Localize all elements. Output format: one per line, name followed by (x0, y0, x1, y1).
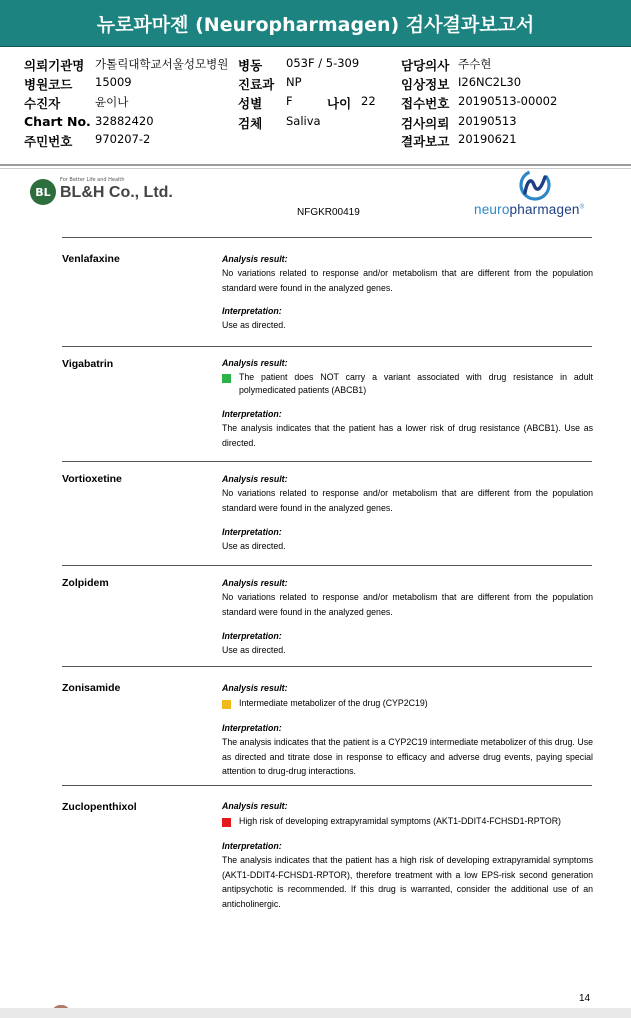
ward-value: 053F / 5-309 (286, 56, 360, 70)
blh-logo (30, 177, 173, 207)
analysis-text-vigabatrin: The patient does NOT carry a variant associated with drug resistance in adult polymedicated patients (ABCB1) (239, 372, 593, 395)
interpretation-text-zuclopenthixol: The analysis indicates that the patient has a high risk of developing extrapyramidal symptoms (AKT1-DDIT4-FCHSD1-RPTOR), therefore treatment with a low EPS-risk second generation antipsychotic is recommended. If this drug is warranted, consider the additional use of an anticholinergic. (222, 855, 593, 909)
analysis-heading: Analysis result: (222, 578, 288, 588)
hospital-code-value: 15009 (95, 75, 132, 89)
patient-info (0, 56, 631, 164)
report-date-value: 20190621 (458, 132, 517, 146)
chart-value: 32882420 (95, 114, 154, 128)
brand-part-neuro: neuro (474, 202, 510, 217)
report-date-label: 결과보고 (401, 134, 450, 149)
request-date-label: 검사의뢰 (401, 116, 450, 131)
analysis-text-zolpidem: No variations related to response and/or metabolism that are different from the population standard were found in the analyzed genes. (222, 592, 593, 617)
info-row-5 (0, 132, 631, 150)
patient-label: 수진자 (24, 96, 61, 111)
request-date-value: 20190513 (458, 114, 517, 128)
drug-name-vortioxetine: Vortioxetine (62, 473, 122, 485)
company-name: BL&H Co., Ltd. (60, 184, 173, 201)
patient-value: 윤이나 (95, 95, 129, 109)
receipt-label: 접수번호 (401, 96, 450, 111)
institution-label: 의뢰기관명 (24, 58, 85, 73)
institution-value: 가톨릭대학교서울성모병원 (95, 57, 229, 71)
red-status-icon (222, 818, 231, 827)
section-divider (62, 565, 592, 566)
interpretation-heading: Interpretation: (222, 409, 282, 419)
report-title: 뉴로파마젠 (Neuropharmagen) 검사결과보고서 (0, 0, 631, 47)
analysis-heading: Analysis result: (222, 801, 288, 811)
section-divider (62, 666, 592, 667)
brand-registered-mark: ® (579, 204, 585, 211)
info-row-3 (0, 94, 631, 112)
brand-wordmark (474, 202, 584, 217)
drug-name-venlafaxine: Venlafaxine (62, 253, 120, 265)
sex-label: 성별 (238, 96, 263, 111)
ward-label: 병동 (238, 58, 263, 73)
specimen-value: Saliva (286, 114, 321, 128)
analysis-text-venlafaxine: No variations related to response and/or metabolism that are different from the population standard were found in the analyzed genes. (222, 268, 593, 293)
age-value: 22 (361, 94, 376, 108)
info-row-1 (0, 56, 631, 74)
drug-name-zonisamide: Zonisamide (62, 682, 121, 694)
chart-label: Chart No. (24, 114, 91, 129)
hospital-code-label: 병원코드 (24, 77, 73, 92)
analysis-text-vortioxetine: No variations related to response and/or metabolism that are different from the population standard were found in the analyzed genes. (222, 488, 593, 513)
drug-name-vigabatrin: Vigabatrin (62, 358, 114, 370)
interpretation-text-vortioxetine: Use as directed. (222, 541, 286, 551)
bottom-margin-strip (0, 1008, 631, 1018)
section-divider (62, 237, 592, 238)
id-label: 주민번호 (24, 134, 73, 149)
report-page (0, 168, 631, 1008)
specimen-label: 검체 (238, 116, 263, 131)
report-code: NFGKR00419 (297, 207, 360, 218)
age-label: 나이 (327, 96, 352, 111)
clinical-label: 임상정보 (401, 77, 450, 92)
company-tagline: For Better Life and Health (60, 177, 125, 183)
analysis-heading: Analysis result: (222, 683, 288, 693)
clinical-value: I26NC2L30 (458, 75, 522, 89)
page-number: 14 (579, 993, 591, 1004)
analysis-heading: Analysis result: (222, 254, 288, 264)
doctor-value: 주수현 (458, 57, 492, 71)
interpretation-heading: Interpretation: (222, 723, 282, 733)
receipt-value: 20190513-00002 (458, 94, 558, 108)
info-row-2 (0, 75, 631, 93)
analysis-heading: Analysis result: (222, 474, 288, 484)
section-divider (62, 461, 592, 462)
sex-value: F (286, 94, 293, 108)
interpretation-text-venlafaxine: Use as directed. (222, 320, 286, 330)
section-divider (62, 785, 592, 786)
department-label: 진료과 (238, 77, 275, 92)
interpretation-heading: Interpretation: (222, 631, 282, 641)
neuropharmagen-logo-icon (470, 169, 605, 203)
blh-logo-icon: BL (30, 179, 56, 205)
department-value: NP (286, 75, 302, 89)
interpretation-heading: Interpretation: (222, 841, 282, 851)
analysis-heading: Analysis result: (222, 358, 288, 368)
interpretation-text-vigabatrin: The analysis indicates that the patient has a lower risk of drug resistance (ABCB1). Use as directed. (222, 423, 593, 448)
green-status-icon (222, 374, 231, 383)
header-divider (0, 164, 631, 166)
brand-part-pharmagen: pharmagen (509, 202, 580, 217)
analysis-text-zuclopenthixol: High risk of developing extrapyramidal symptoms (AKT1-DDIT4-FCHSD1-RPTOR) (239, 816, 561, 826)
interpretation-text-zolpidem: Use as directed. (222, 645, 286, 655)
drug-name-zolpidem: Zolpidem (62, 577, 109, 589)
interpretation-text-zonisamide: The analysis indicates that the patient is a CYP2C19 intermediate metabolizer of this drug. Use as directed and titrate dose in response to efficacy and adverse drug events, paying special attention to drug-drug interactions. (222, 737, 593, 776)
doctor-label: 담당의사 (401, 58, 450, 73)
neuropharmagen-logo (470, 169, 605, 221)
yellow-status-icon (222, 700, 231, 709)
section-divider (62, 346, 592, 347)
id-value: 970207-2 (95, 132, 151, 146)
info-row-4 (0, 114, 631, 132)
drug-name-zuclopenthixol: Zuclopenthixol (62, 801, 137, 813)
interpretation-heading: Interpretation: (222, 306, 282, 316)
interpretation-heading: Interpretation: (222, 527, 282, 537)
analysis-text-zonisamide: Intermediate metabolizer of the drug (CYP2C19) (239, 698, 428, 708)
